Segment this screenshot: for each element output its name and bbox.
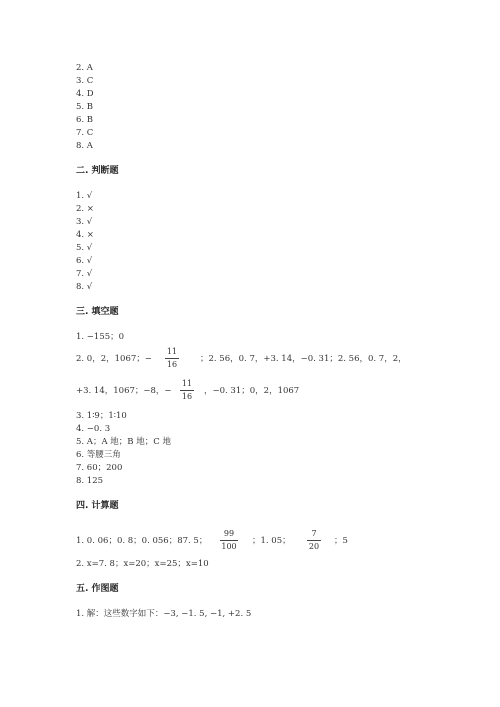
judgement-answer: 3. √ [76, 217, 93, 227]
fraction-numerator: 7 [311, 529, 317, 538]
judgement-answer: 2. × [76, 204, 94, 214]
fraction-denominator: 100 [221, 542, 237, 551]
section-title-fill-in: 三. 填空题 [76, 307, 119, 317]
choice-answer: 3. C [76, 76, 94, 86]
fill-answer-6: 6. 等腰三角 [76, 450, 121, 460]
judgement-answer: 4. × [76, 230, 94, 240]
fraction-bar [220, 540, 238, 541]
calc-answer-1-part: ；1. 05； [252, 536, 291, 546]
fill-answer-2-part: +3. 14，1067；−8，− [76, 386, 172, 396]
choice-answer: 4. D [76, 89, 94, 99]
choice-answer: 5. B [76, 102, 94, 112]
fraction-numerator: 11 [166, 347, 178, 356]
fraction-bar [180, 390, 194, 391]
judgement-answer: 1. √ [76, 191, 93, 201]
fraction-bar [307, 540, 321, 541]
section-title-drawing: 五. 作图题 [76, 584, 119, 594]
section-title-judgement: 二. 判断题 [76, 166, 119, 176]
fraction-bar [165, 358, 179, 359]
fraction-denominator: 20 [308, 542, 320, 551]
choice-answer: 7. C [76, 128, 94, 138]
section-title-calculation: 四. 计算题 [76, 501, 119, 511]
fraction-numerator: 99 [223, 529, 235, 538]
fill-answer-7: 7. 60；200 [76, 463, 123, 473]
drawing-answer-1: 1. 解：这些数字如下：−3, −1. 5, −1, +2. 5 [76, 609, 252, 619]
fraction-denominator: 16 [181, 392, 193, 401]
calc-answer-1-part: 1. 0. 06；0. 8；0. 056；87. 5； [76, 536, 208, 546]
choice-answer: 6. B [76, 115, 94, 125]
fill-answer-5: 5. A；A 地；B 地；C 地 [76, 437, 171, 447]
judgement-answer: 5. √ [76, 243, 93, 253]
fill-answer-1: 1. −155；0 [76, 332, 125, 342]
fraction-denominator: 16 [166, 360, 178, 369]
fill-answer-2-part: ，−0. 31；0，2，1067 [204, 386, 300, 396]
fill-answer-3: 3. 1∶9；1∶10 [76, 411, 127, 421]
judgement-answer: 7. √ [76, 269, 93, 279]
judgement-answer: 8. √ [76, 282, 93, 292]
fill-answer-4: 4. −0. 3 [76, 424, 111, 434]
fill-answer-8: 8. 125 [76, 476, 104, 486]
choice-answer: 2. A [76, 63, 93, 73]
fill-answer-2-part: ；2. 56，0. 7，+3. 14，−0. 31；2. 56，0. 7，2， [200, 354, 407, 364]
fill-answer-2-part: 2. 0，2，1067；− [76, 354, 152, 364]
judgement-answer: 6. √ [76, 256, 93, 266]
fraction-numerator: 11 [181, 379, 193, 388]
choice-answer: 8. A [76, 141, 93, 151]
calc-answer-1-part: ；5 [334, 536, 348, 546]
calc-answer-2: 2. x=7. 8；x=20；x=25；x=10 [76, 559, 209, 569]
